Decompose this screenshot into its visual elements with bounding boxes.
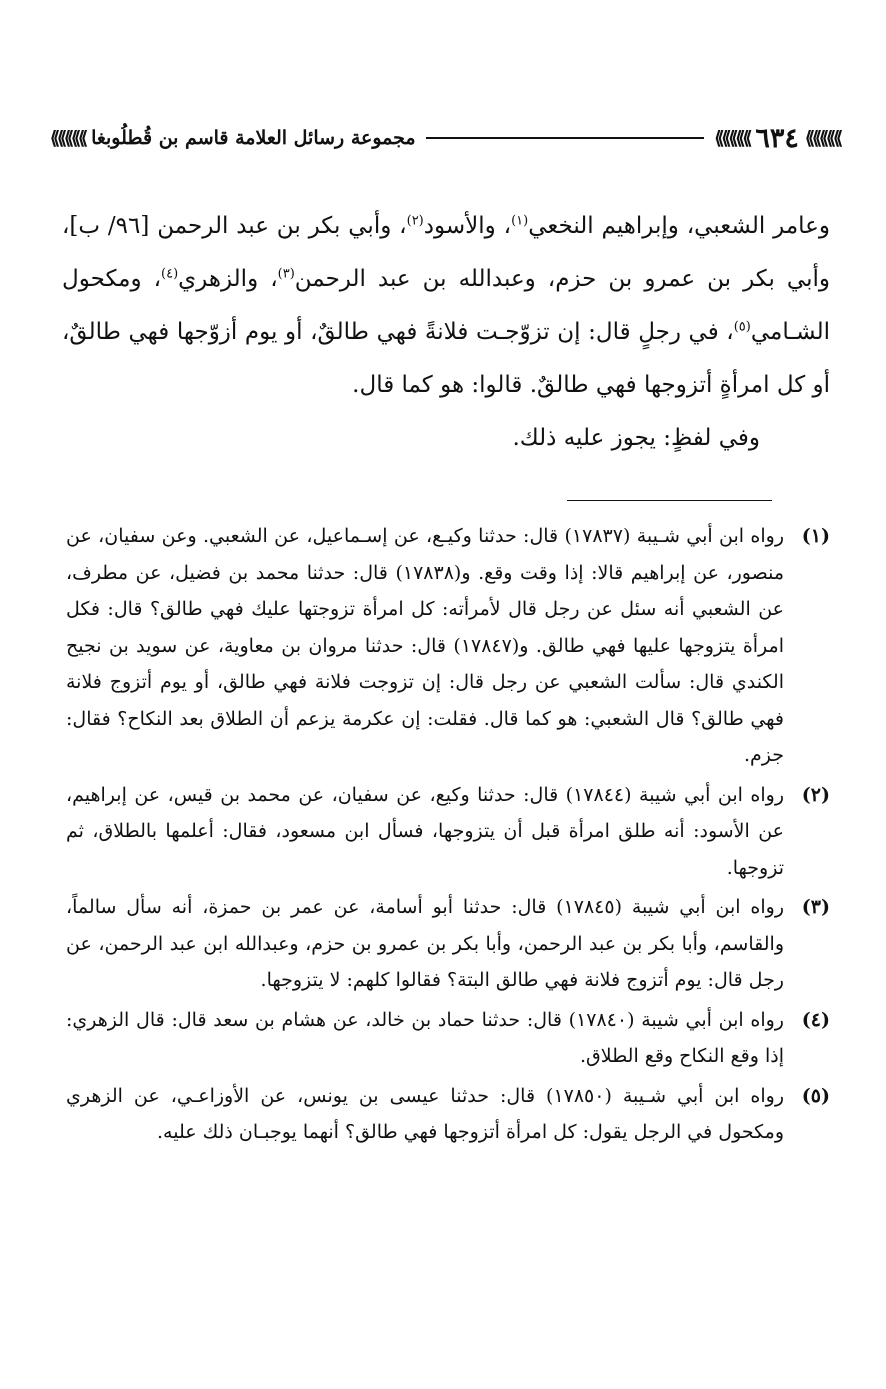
footnote-text: رواه ابن أبي شيبة (١٧٨٤٤) قال: حدثنا وكيع، عن سفيان، عن محمد بن قيس، عن إبراهيم، عن الأسود: أنه طلق امرأة قبل أن يتزوجها، فسأل ابن مسعود، فقال: أعلمها بالطلاق، ثم تزوجها. xyxy=(66,783,784,879)
main-text xyxy=(62,200,830,465)
book-title: مجموعة رسائل العلامة قاسم بن قُطلُوبغا xyxy=(91,127,416,149)
footnote-ref-5: (٥) xyxy=(733,319,751,335)
main-text-run: وعامر الشعبي، وإبراهيم النخعي xyxy=(528,213,831,239)
main-paragraph-2: وفي لفظٍ: يجوز عليه ذلك. xyxy=(512,425,760,451)
footnote-number: (٢) xyxy=(801,783,830,806)
footnote-ref-1: (١) xyxy=(511,213,529,229)
main-text-run: ، وأبي بكر بن عبد الرحمن [٩٦/ ب]، وأبي بكر بن عمرو بن حزم، وعبدالله بن عبد الرحمن xyxy=(62,213,830,292)
footnote-number: (١) xyxy=(801,525,830,547)
header-ornament-middle: ⟫⟫⟫⟫⟫ xyxy=(714,127,750,149)
header-ornament-right: ⟫⟫⟫⟫⟫ xyxy=(804,127,840,149)
footnote-number: (٥) xyxy=(801,1084,830,1107)
footnote-3 xyxy=(66,889,830,999)
page-header xyxy=(50,118,840,158)
footnote-text: رواه ابن أبي شيبة (١٧٨٤٠) قال: حدثنا حماد بن خالد، عن هشام بن سعد قال: قال الزهري: إذا وقع النكاح وقع الطلاق. xyxy=(66,1008,784,1067)
footnote-number: (٣) xyxy=(801,896,830,918)
main-text-run: ، والأسود xyxy=(423,213,512,239)
footnote-5 xyxy=(66,1078,830,1151)
footnote-text: رواه ابن أبي شـيبة (١٧٨٥٠) قال: حدثنا عيسى بن يونس، عن الأوزاعـي، عن الزهري ومكحول في الرجل يقول: كل امرأة أتزوجها فهي طالق؟ أنهما يوجبـان ذلك عليه. xyxy=(66,1084,784,1143)
footnote-separator xyxy=(567,500,772,501)
footnote-number: (٤) xyxy=(801,1008,830,1031)
footnote-ref-4: (٤) xyxy=(161,266,179,282)
main-paragraph-1 xyxy=(62,200,830,412)
header-rule xyxy=(426,137,705,139)
header-ornament-left: ⟫⟫⟫⟫⟫ xyxy=(50,127,86,149)
page-number: ٦٣٤ xyxy=(755,122,799,154)
footnote-4 xyxy=(66,1002,830,1075)
footnote-2 xyxy=(66,777,830,887)
footnote-ref-2: (٢) xyxy=(406,213,424,229)
main-text-run: ، ومكحول الشـامي xyxy=(62,266,830,345)
footnotes xyxy=(66,518,830,1154)
footnote-1 xyxy=(66,518,830,774)
main-text-run: ، في رجلٍ قال: إن تزوّجـت فلانةً فهي طالقٌ، أو يوم أزوّجها فهي طالقٌ، أو كل امرأةٍ أتزوجها فهي طالقٌ. قالوا: هو كما قال. xyxy=(62,319,830,398)
footnote-ref-3: (٣) xyxy=(277,266,295,282)
main-text-run: ، والزهري xyxy=(178,266,278,292)
footnote-text: رواه ابن أبي شـيبة (١٧٨٣٧) قال: حدثنا وكيـع، عن إسـماعيل، عن الشعبي. وعن سفيان، عن منصور، عن إبراهيم قالا: إذا وقت وقع. و(١٧٨٣٨) قال: حدثنا محمد بن فضيل، عن مطرف، عن الشعبي أنه سئل عن رجل قال لأمرأته: كل امرأة تزوجتها عليك فهي طالق؟ قال: فكل امرأة يتزوجها عليها فهي طالق. و(١٧٨٤٧) قال: حدثنا مروان بن معاوية، عن سويد بن نجيح الكندي قال: سألت الشعبي عن رجل قال: إن تزوجت فلانة فهي طالق، أو يوم أتزوج فلانة فهي طالق؟ قال الشعبي: هو كما قال. فقلت: إن عكرمة يزعم أن الطلاق بعد النكاح؟ فقال: جزم. xyxy=(66,525,784,766)
footnote-text: رواه ابن أبي شيبة (١٧٨٤٥) قال: حدثنا أبو أسامة، عن عمر بن حمزة، أنه سأل سالماً، والقاسم، وأبا بكر بن عبد الرحمن، وأبا بكر بن عمرو بن حزم، وعبدالله ابن عبد الرحمن، عن رجل قال: يوم أتزوج فلانة فهي طالق البتة؟ فقالوا كلهم: لا يتزوجها. xyxy=(66,896,784,991)
